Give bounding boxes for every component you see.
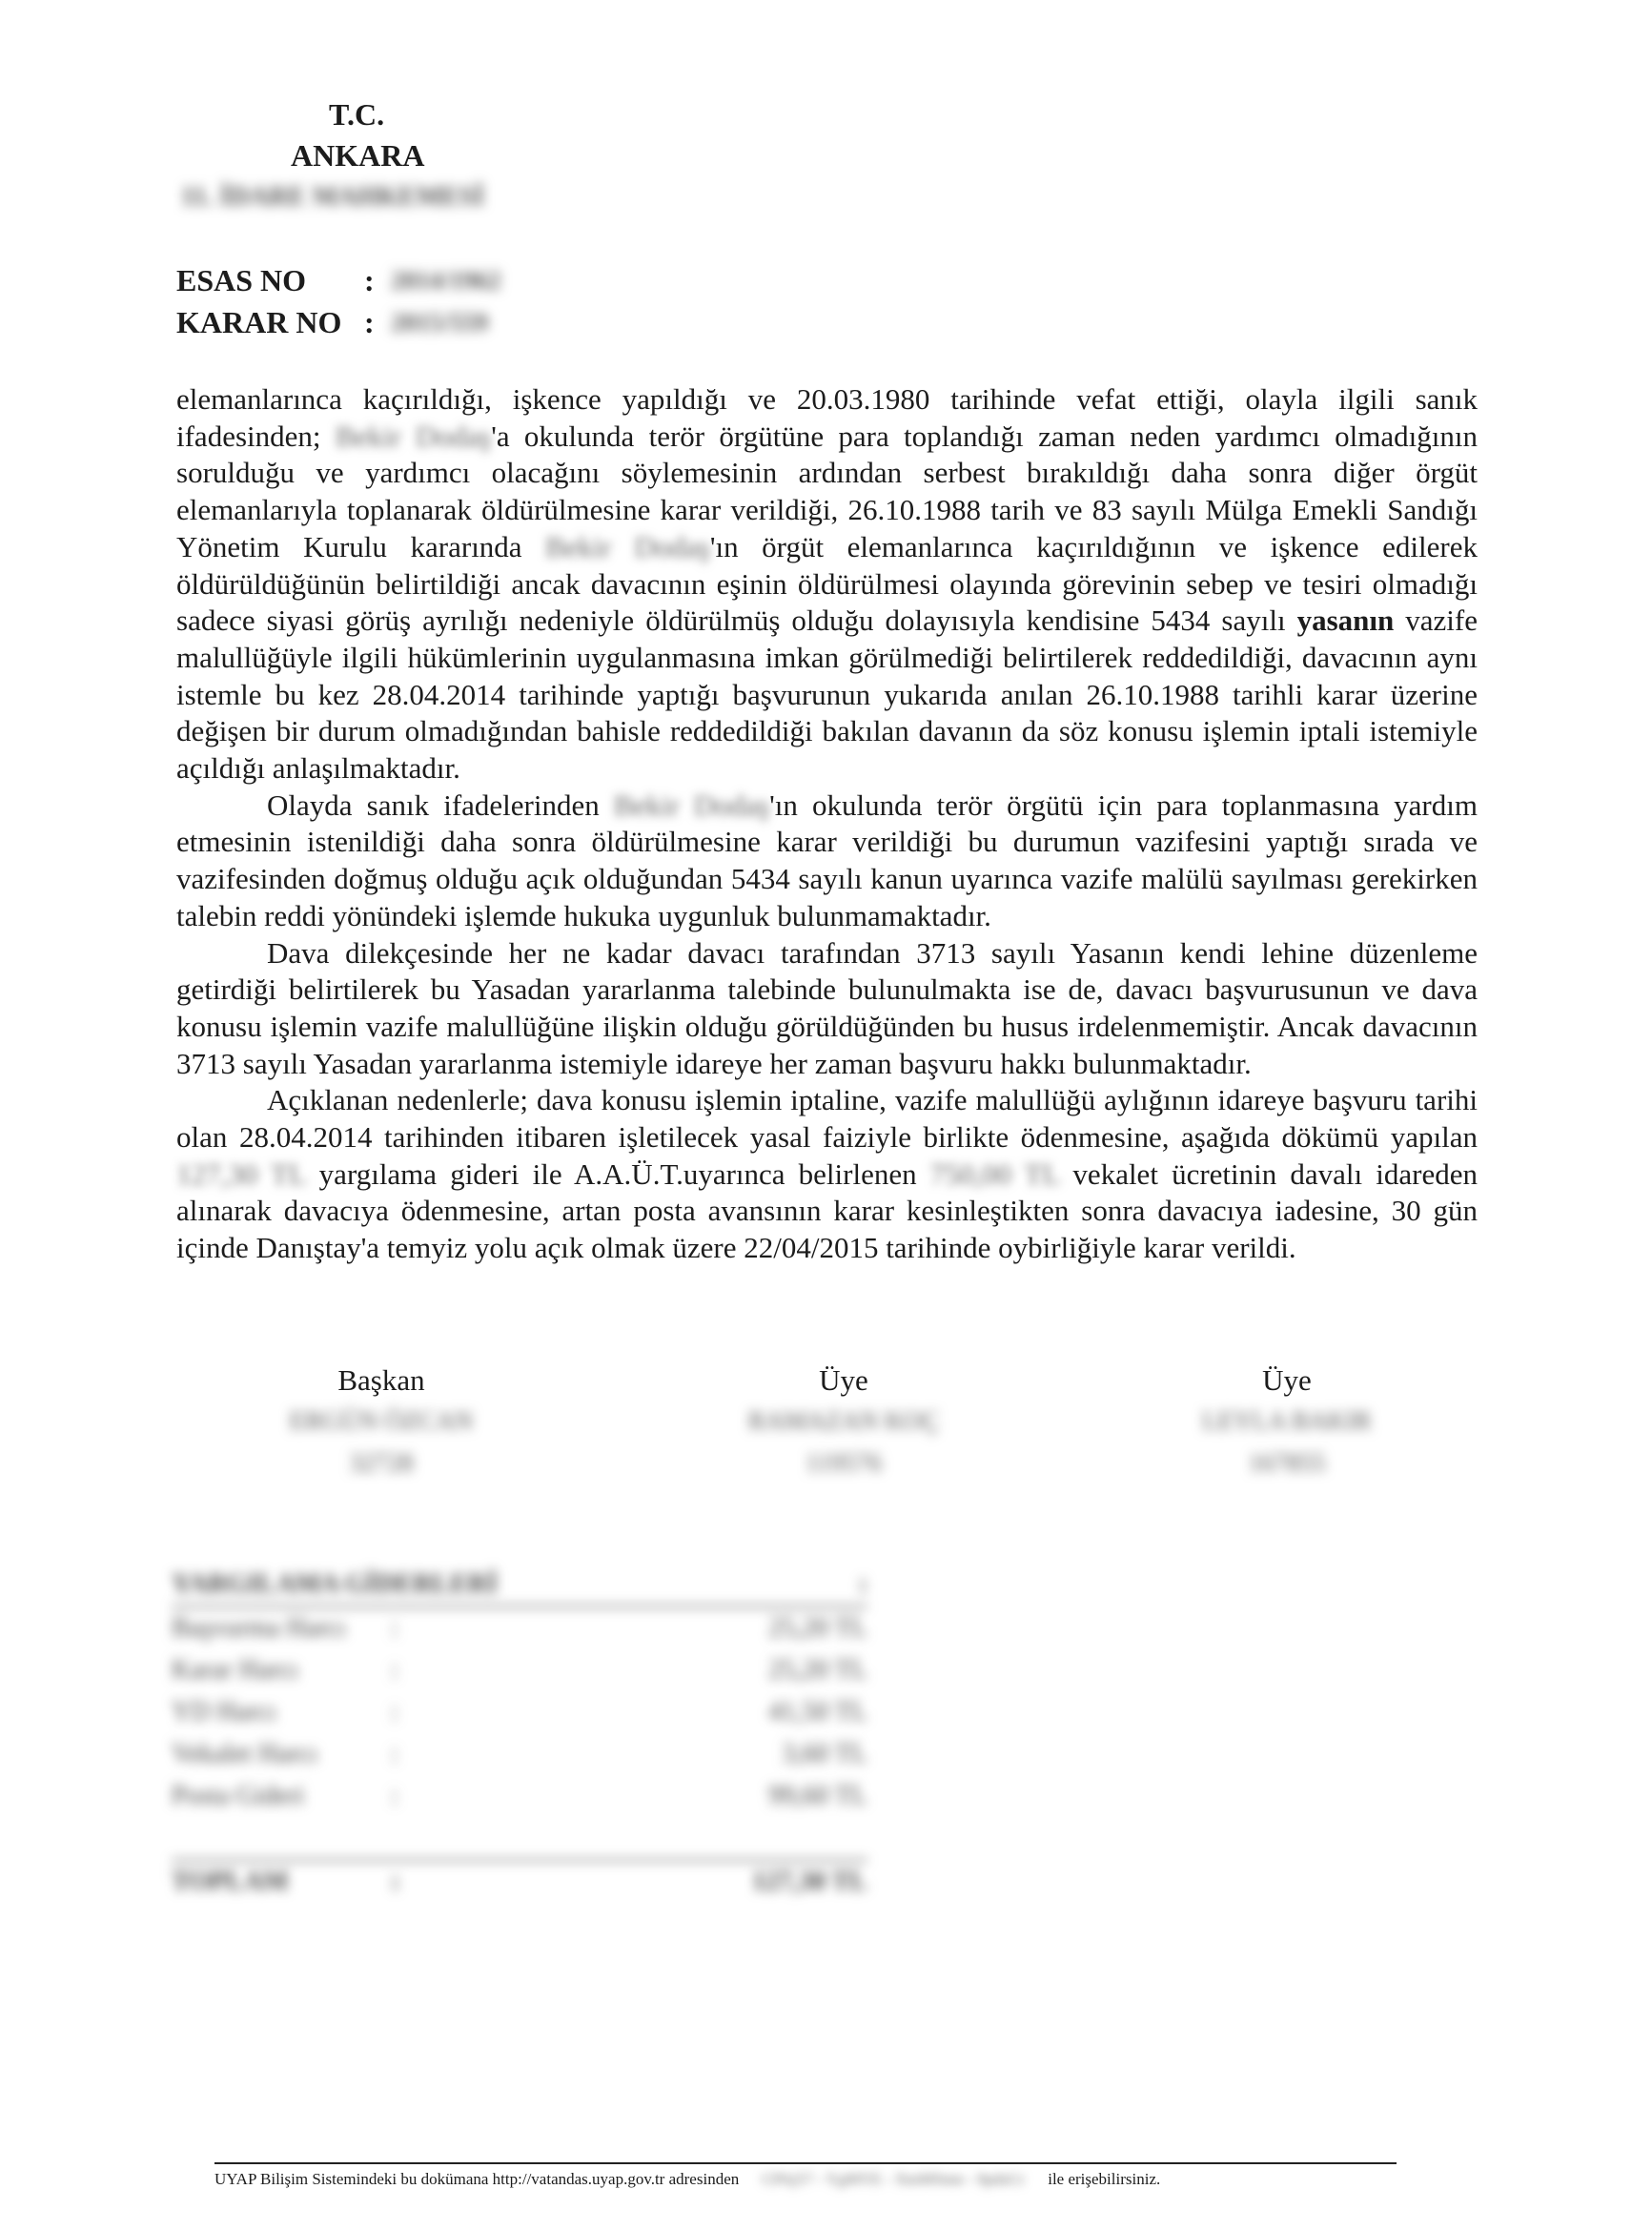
header-court: 11. İDARE MAHKEMESİ [181,182,485,212]
paragraph-2 [176,788,1478,935]
p1-text-b: 'a okulunda terör örgütüne para toplandığı zaman neden yardımcı olmadığının sorulduğu ve yardımcı olacağını söylemesinin ardından serbest bırakıldığı daha sonra diğer örgüt elemanlarıyla toplanarak öldürülmesine karar verildiği, 26.10.1988 tarih ve 83 sayılı Mülga Emekli Sandığı Yönetim Kurulu kararında [176,419,1478,563]
signature-member-2 [1087,1361,1487,1483]
signature-president [181,1361,581,1483]
cost-value: 25,20 TL [768,1613,867,1643]
header-city: ANKARA [291,138,425,173]
signature-name: LEYLA BAKIR [1202,1406,1372,1435]
cost-sep: : [391,1613,398,1643]
p2-text-a: Olayda sanık ifadelerinden [267,788,614,822]
costs-total-row [172,1861,867,1903]
esas-label: ESAS NO [176,263,307,297]
costs-heading-colon: : [858,1569,867,1599]
p1-bold-word: yasanın [1296,604,1395,638]
header-tc: T.C. [329,97,385,132]
p1-text-a: elemanlarınca kaçırıldığı, işkence yapıldığı ve 20.03.1980 tarihinde vefat ettiği, olayla ilgili sanık ifadesinden; [176,382,1478,453]
cost-value: 41,50 TL [768,1697,867,1727]
cost-label: Başvurma Harcı [172,1613,346,1643]
footer-text-end: ile erişebilirsiniz. [1048,2170,1161,2188]
p4-text-a: Açıklanan nedenlerle; dava konusu işlemin iptaline, vazife malullüğü aylığının idareye başvuru tarihi olan 28.04.2014 tarihinden itibaren işletilecek yasal faiziyle birlikte ödenmesine, aşağıda dökümü yapılan [176,1083,1478,1155]
costs-heading-row [172,1564,867,1607]
cost-value: 99,60 TL [768,1781,867,1811]
cost-label: Karar Harcı [172,1655,298,1685]
esas-colon: : [364,263,375,297]
cost-total-sep: : [391,1867,400,1896]
signature-title: Başkan [337,1363,425,1397]
p4-text-b: yargılama gideri ile A.A.Ü.T.uyarınca belirlenen [305,1156,930,1191]
cost-label: YD Harcı [172,1697,276,1727]
signature-title: Üye [819,1363,868,1397]
signature-member-1 [643,1361,1044,1483]
footer-text: UYAP Bilişim Sistemindeki bu dokümana http://vatandas.uyap.gov.tr adresinden [214,2170,740,2188]
redacted-amount: 127,30 TL [176,1156,306,1191]
table-row [172,1649,867,1691]
redacted-name: Bekir Dodaş [613,788,770,822]
karar-colon: : [364,305,375,339]
paragraph-4 [176,1082,1478,1267]
karar-value: 2015/559 [391,308,489,337]
p1-text-d: vazife malullüğüyle ilgili hükümlerinin uygulanmasına imkan görülmediği belirtilerek reddedildiği, davacının aynı istemle bu kez 28.04.2014 tarihinde yaptığı başvurunun yukarıda anılan 26.10.1988 tarihli karar üzerine değişen bir durum olmadığından bahisle reddedildiği bakılan davanın da söz konusu işlemin iptali istemiyle açıldığı anlaşılmaktadır. [176,604,1479,786]
costs-table [172,1564,867,1903]
cost-sep: : [391,1739,398,1769]
table-row [172,1607,867,1649]
karar-label: KARAR NO [176,305,342,339]
p2-text-b: 'ın okulunda terör örgütü için para toplanmasına yardım etmesinin istenildiği daha sonra öldürülmesine karar verildiği bu durumun vazifesini yaptığı sırada ve vazifesinden doğmuş olduğu açık olduğundan 5434 sayılı kanun uyarınca vazife malülü sayılması gerekirken talebin reddi yönündeki işlemde hukuka uygunluk bulunmamaktadır. [176,788,1478,932]
cost-label: Posta Gideri [172,1781,305,1811]
signature-number: 167855 [1248,1448,1326,1477]
signature-number: 32728 [349,1448,414,1477]
table-row [172,1691,867,1733]
footer-divider [214,2162,1397,2164]
p1-text-c: 'ın örgüt elemanlarınca kaçırıldığının ve işkence edilerek öldürüldüğünün belirtildiği ancak davacının eşinin öldürülmesi olayında görevinin sebep ve tesiri olmadığı sadece siyasi görüş ayrılığı nedeniyle öldürülmüş olduğu dolayısıyla kendisine 5434 sayılı [176,529,1478,638]
costs-heading: YARGILAMA GİDERLERİ [172,1569,499,1599]
signature-title: Üye [1262,1363,1312,1397]
cost-sep: : [391,1655,398,1685]
cost-label: Vekalet Harcı [172,1739,318,1769]
table-row [172,1733,867,1775]
cost-total-value: 127,30 TL [752,1867,867,1896]
cost-sep: : [391,1781,398,1811]
cost-total-label: TOPLAM [172,1867,289,1896]
signature-number: 119576 [806,1448,882,1477]
costs-divider [172,1817,867,1861]
redacted-name: Bekir Dodaş [335,419,492,453]
signature-name: RAMAZAN KOÇ [747,1406,940,1435]
p4-text-c: vekalet ücretinin davalı idareden alınarak davacıya ödenmesine, artan posta avansının karar kesinleştikten sonra davacıya iadesine, 30 gün içinde Danıştay'a temyiz yolu açık olmak üzere 22/04/2015 tarihinde oybirliğiyle karar verildi. [176,1156,1478,1265]
esas-value: 2014/1962 [391,266,501,295]
footer-access-code: CPAj57 - YgMYE - XmMSmn - 9pdzCr [762,2170,1025,2188]
signature-name: ERGÜN ÖZCAN [289,1406,474,1435]
redacted-amount: 750,00 TL [929,1156,1060,1191]
footer [214,2168,1397,2191]
cost-value: 25,20 TL [768,1655,867,1685]
paragraph-1 [176,381,1478,788]
cost-sep: : [391,1697,398,1727]
cost-value: 3,60 TL [782,1739,867,1769]
decision-body [176,381,1478,1267]
paragraph-3: Dava dilekçesinde her ne kadar davacı tarafından 3713 sayılı Yasanın kendi lehine düzenleme getirdiği belirtilerek bu Yasadan yararlanma talebinde bulunulmakta ise de, davacı başvurusunun ve dava konusu işlemin vazife malullüğüne ilişkin olduğu görüldüğünden bu husus irdelenmemiştir. Ancak davacının 3713 sayılı Yasadan yararlanma istemiyle idareye her zaman başvuru hakkı bulunmaktadır. [176,935,1478,1080]
table-row [172,1775,867,1817]
redacted-name: Bekir Dodaş [545,529,710,563]
